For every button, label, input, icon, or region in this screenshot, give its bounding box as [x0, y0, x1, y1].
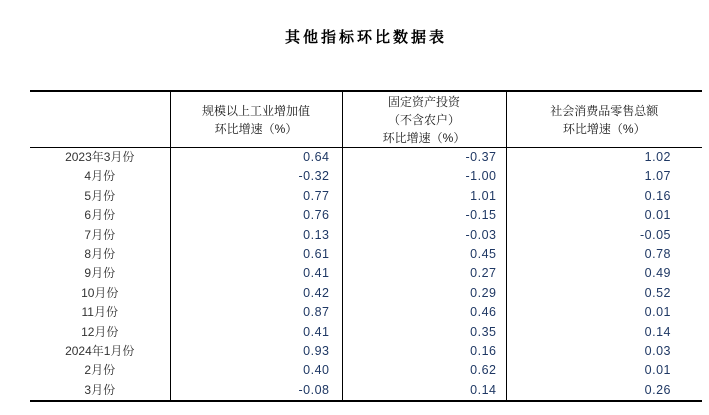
- table-row: [30, 187, 702, 206]
- header-retail-line2: 环比增速（%）: [562, 121, 646, 136]
- header-investment-cell: [342, 91, 506, 148]
- investment-value-cell: 0.62: [342, 361, 506, 380]
- industrial-value-cell: 0.41: [170, 323, 342, 342]
- retail-value-cell: -0.05: [506, 226, 702, 245]
- industrial-value-cell: 0.42: [170, 284, 342, 303]
- header-retail-cell: [506, 91, 702, 148]
- table-row: [30, 381, 702, 401]
- header-retail-line1: 社会消费品零售总额: [550, 103, 659, 118]
- investment-value-cell: -0.37: [342, 148, 506, 168]
- investment-value-cell: 0.35: [342, 323, 506, 342]
- header-industrial-line2: 环比增速（%）: [214, 121, 298, 136]
- header-industrial-cell: [170, 91, 342, 148]
- retail-value-cell: 0.01: [506, 303, 702, 322]
- period-cell: 5月份: [84, 188, 116, 203]
- header-investment-line3: 环比增速（%）: [382, 130, 466, 145]
- industrial-value-cell: 0.41: [170, 264, 342, 283]
- header-investment-line1: 固定资产投资: [387, 94, 460, 109]
- table-row: [30, 303, 702, 322]
- retail-value-cell: 0.26: [506, 381, 702, 401]
- period-cell: 2023年3月份: [65, 150, 135, 164]
- industrial-value-cell: -0.08: [170, 381, 342, 401]
- period-cell: 8月份: [84, 247, 116, 262]
- table-row: [30, 245, 702, 264]
- period-cell: 4月份: [84, 169, 116, 184]
- period-cell: 2024年1月份: [65, 344, 135, 359]
- industrial-value-cell: 0.13: [170, 226, 342, 245]
- header-investment-line2: （不含农户）: [387, 112, 460, 127]
- table-row: [30, 361, 702, 380]
- investment-value-cell: 0.45: [342, 245, 506, 264]
- investment-value-cell: 0.27: [342, 264, 506, 283]
- table-row: [30, 206, 702, 225]
- industrial-value-cell: -0.32: [170, 167, 342, 186]
- table-row: [30, 323, 702, 342]
- investment-value-cell: -1.00: [342, 167, 506, 186]
- header-row: [30, 91, 702, 148]
- period-cell: 7月份: [84, 227, 116, 242]
- investment-value-cell: 1.01: [342, 187, 506, 206]
- table-row: [30, 342, 702, 361]
- industrial-value-cell: 0.93: [170, 342, 342, 361]
- retail-value-cell: 0.14: [506, 323, 702, 342]
- industrial-value-cell: 0.61: [170, 245, 342, 264]
- table-row: [30, 167, 702, 186]
- industrial-value-cell: 0.77: [170, 187, 342, 206]
- page-title: 其他指标环比数据表: [284, 29, 447, 46]
- period-cell: 2月份: [84, 363, 116, 378]
- retail-value-cell: 0.01: [506, 206, 702, 225]
- table-row: [30, 264, 702, 283]
- table-row: [30, 226, 702, 245]
- header-industrial-line1: 规模以上工业增加值: [201, 103, 310, 118]
- retail-value-cell: 0.78: [506, 245, 702, 264]
- industrial-value-cell: 0.64: [170, 148, 342, 168]
- retail-value-cell: 1.07: [506, 167, 702, 186]
- industrial-value-cell: 0.40: [170, 361, 342, 380]
- investment-value-cell: 0.46: [342, 303, 506, 322]
- period-cell: 3月份: [84, 382, 116, 397]
- investment-value-cell: -0.03: [342, 226, 506, 245]
- period-cell: 12月份: [81, 324, 119, 339]
- period-cell: 9月份: [84, 266, 116, 281]
- table-row: [30, 284, 702, 303]
- investment-value-cell: 0.29: [342, 284, 506, 303]
- retail-value-cell: 0.03: [506, 342, 702, 361]
- investment-value-cell: 0.16: [342, 342, 506, 361]
- period-cell: 10月份: [81, 285, 119, 300]
- retail-value-cell: 0.52: [506, 284, 702, 303]
- period-cell: 6月份: [84, 208, 116, 223]
- mom-data-table: [30, 90, 702, 402]
- industrial-value-cell: 0.87: [170, 303, 342, 322]
- retail-value-cell: 1.02: [506, 148, 702, 168]
- industrial-value-cell: 0.76: [170, 206, 342, 225]
- investment-value-cell: 0.14: [342, 381, 506, 401]
- table-row: [30, 148, 702, 168]
- retail-value-cell: 0.16: [506, 187, 702, 206]
- investment-value-cell: -0.15: [342, 206, 506, 225]
- retail-value-cell: 0.01: [506, 361, 702, 380]
- retail-value-cell: 0.49: [506, 264, 702, 283]
- header-period-cell: [30, 91, 170, 148]
- period-cell: 11月份: [81, 305, 118, 320]
